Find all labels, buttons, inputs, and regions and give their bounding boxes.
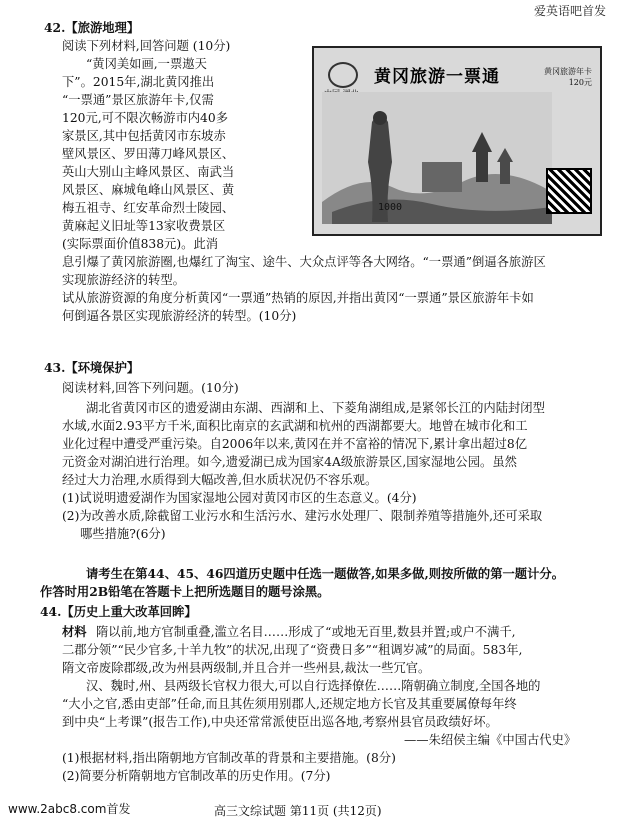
ticket-scenery-illustration: [322, 92, 552, 224]
q44-header: 44.【历史上重大改革回眸】: [40, 604, 197, 619]
q43-header: 43.【环境保护】: [44, 360, 140, 375]
footer-page-info: 高三文综试题 第11页 (共12页): [214, 804, 382, 818]
q43-line: 湖北省黄冈市区的遗爱湖由东湖、西湖和上、下菱角湖组成,是紧邻长江的内陆封闭型: [86, 401, 545, 415]
ticket-qr-code: [546, 168, 592, 214]
q44-line: “大小之官,悉由吏部”任命,而且其佐须用别郡人,还规定地方长官及其重要属僚每年终: [62, 697, 517, 711]
q42-line: “一票通”景区旅游年卡,仅需: [62, 93, 214, 107]
q42-line-full: 息引爆了黄冈旅游圈,也爆红了淘宝、途牛、大众点评等各大网络。“一票通”倒逼各旅游区: [62, 255, 546, 269]
q44-question-2: (2)简要分析隋朝地方官制改革的历史作用。(7分): [62, 769, 331, 783]
q42-instruction: 阅读下列材料,回答问题 (10分): [62, 39, 231, 53]
ticket-title: 黄冈旅游一票通: [374, 67, 500, 87]
q42-line: 下”。2015年,湖北黄冈推出: [62, 75, 215, 89]
footer-site: www.2abc8.com首发: [8, 802, 131, 816]
q44-line: 隋文帝废除郡级,改为州县两级制,并且合并一些州县,裁汰一些冗官。: [62, 661, 431, 675]
q42-line: 家景区,其中包括黄冈市东坡赤: [62, 129, 226, 143]
q42-line: 梅五祖寺、红安革命烈士陵园、: [62, 201, 235, 215]
q42-line: 壁风景区、罗田薄刀峰风景区、: [62, 147, 235, 161]
q43-question-1: (1)试说明遗爱湖作为国家湿地公园对黄冈市区的生态意义。(4分): [62, 491, 417, 505]
ticket-image: [312, 46, 602, 236]
q43-line: 经过大力治理,水质得到大幅改善,但水质状况仍不容乐观。: [62, 473, 378, 487]
q43-line: 元资金对湖泊进行治理。如今,遗爱湖已成为国家4A级旅游景区,国家湿地公园。虽然: [62, 455, 517, 469]
q42-question: 何倒逼各景区实现旅游经济的转型。(10分): [62, 309, 297, 323]
q42-line: 风景区、麻城龟峰山风景区、黄: [62, 183, 235, 197]
q43-question-2-cont: 哪些措施?(6分): [80, 527, 166, 541]
q43-question-2: (2)为改善水质,除截留工业污水和生活污水、建污水处理厂、限制养殖等措施外,还可采取: [62, 509, 543, 523]
ticket-logo: [328, 62, 358, 88]
q44-material-label: 材料: [62, 624, 87, 639]
ticket-side-text-1: 黄冈旅游年卡: [544, 67, 592, 76]
notice-line: 请考生在第44、45、46四道历史题中任选一题做答,如果多做,则按所做的第一题计分。: [86, 566, 564, 581]
q42-line: (实际票面价值838元)。此消: [62, 237, 219, 251]
q42-question: 试从旅游资源的角度分析黄冈“一票通”热销的原因,并指出黄冈“一票通”景区旅游年卡如: [62, 291, 534, 305]
q44-source: ——朱绍侯主编《中国古代史》: [404, 733, 577, 747]
q42-line: 黄麻起义旧址等13家收费景区: [62, 219, 226, 233]
q44-line: 到中央“上考课”(报告工作),中央还常常派使臣出巡各地,考察州县官员政绩好坏。: [62, 715, 498, 729]
ticket-side-text: [544, 66, 592, 88]
ticket-serial: 1000: [378, 202, 403, 213]
q44-line: 汉、魏时,州、县两级长官权力很大,可以自行选择僚佐……隋朝确立制度,全国各地的: [86, 679, 541, 693]
q42-line: 英山大别山主峰风景区、南武当: [62, 165, 235, 179]
q44-question-1: (1)根据材料,指出隋朝地方官制改革的背景和主要措施。(8分): [62, 751, 396, 765]
q44-line: 二郡分领”“民少官多,十羊九牧”的状况,出现了“资费日多”“租调岁减”的局面。583年,: [62, 643, 523, 657]
q42-header: 42.【旅游地理】: [44, 20, 140, 35]
q42-line: “黄冈美如画,一票遨天: [86, 57, 207, 71]
q43-line: 水域,水面2.93平方千米,面积比南京的玄武湖和杭州的西湖都要大。地曾在城市化和工: [62, 419, 528, 433]
q43-line: 业化过程中遭受严重污染。自2006年以来,黄冈在并不富裕的情况下,累计拿出超过8亿: [62, 437, 528, 451]
ticket-side-text-2: 120元: [568, 78, 592, 87]
corner-watermark: 爱英语吧首发: [533, 4, 606, 18]
q44-line: 隋以前,地方官制重叠,滥立名目……形成了“或地无百里,数县并置;或户不满千,: [96, 625, 516, 639]
q42-line-full: 实现旅游经济的转型。: [62, 273, 185, 287]
notice-line: 作答时用2B铅笔在答题卡上把所选题目的题号涂黑。: [40, 584, 330, 599]
q42-line: 120元,可不限次畅游市内40多: [62, 111, 228, 125]
q43-instruction: 阅读材料,回答下列问题。(10分): [62, 381, 239, 395]
